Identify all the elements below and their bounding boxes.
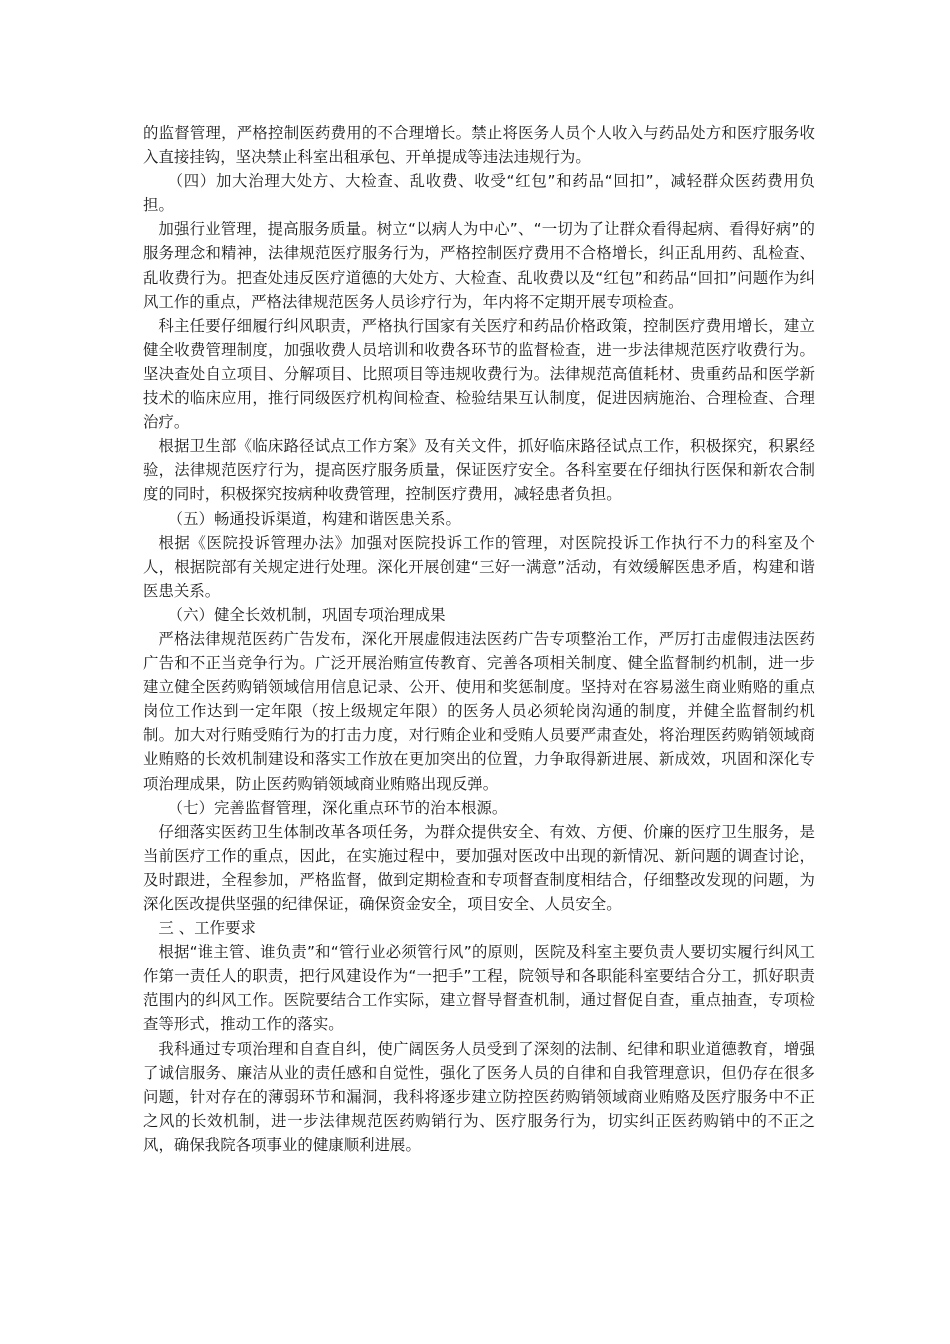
paragraph-department-director: 科主任要仔细履行纠风职责，严格执行国家有关医疗和药品价格政策，控制医疗费用增长，建立健全收费管理制度，加强收费人员培训和收费各环节的监督检查，进一步法律规范医疗收费行为。坚决查处自立项目、分解项目、比照项目等违规收费行为。法律规范高值耗材、贵重药品和医学新技术的临床应用，推行同级医疗机构间检查、检验结果互认制度，促进因病施治、合理检查、合理治疗。 [143, 316, 815, 432]
section-heading-7: （七）完善监督管理，深化重点环节的治本根源。 [167, 798, 508, 817]
paragraph-continuation: 的监督管理，严格控制医药费用的不合理增长。禁止将医务人员个人收入与药品处方和医疗服务收入直接挂钩，坚决禁止科室出租承包、开单提成等违法违规行为。 [143, 124, 815, 167]
section-heading-work-requirements: 三 、工作要求 [158, 919, 256, 938]
section-heading-4: （四）加大治理大处方、大检查、乱收费、收受“红包”和药品“回扣”，减轻群众医药费用负担。 [143, 172, 815, 215]
paragraph-conclusion: 我科通过专项治理和自查自纠，使广阔医务人员受到了深刻的法制、纪律和职业道德教育，增强了诚信服务、廉洁从业的责任感和自觉性，强化了医务人员的自律和自我管理意识，但仍存在很多问题，针对存在的薄弱环节和漏洞，我科将逐步建立防控医药购销领域商业贿赂及医疗服务中不正之风的长效机制，进一步法律规范医药购销行为、医疗服务行为，切实纠正医药购销中的不正之风，确保我院各项事业的健康顺利进展。 [143, 1039, 815, 1154]
section-heading-6: （六）健全长效机制，巩固专项治理成果 [167, 605, 446, 624]
paragraph-clinical-pathway: 根据卫生部《临床路径试点工作方案》及有关文件，抓好临床路径试点工作，积极探究，积累经验，法律规范医疗行为，提高医疗服务质量，保证医疗安全。各科室要在仔细执行医保和新农合制度的同时，积极探究按病种收费管理，控制医疗费用，减轻患者负担。 [143, 437, 815, 504]
paragraph-industry-management: 加强行业管理，提高服务质量。树立“以病人为中心”、“一切为了让群众看得起病、看得好病”的服务理念和精神，法律规范医疗服务行为，严格控制医疗费用不合格增长，纠正乱用药、乱检查、乱收费行为。把查处违反医疗道德的大处方、大检查、乱收费以及“红包”和药品“回扣”问题作为纠风工作的重点，严格法律规范医务人员诊疗行为，年内将不定期开展专项检查。 [143, 220, 815, 311]
section-heading-5: （五）畅通投诉渠道，构建和谐医患关系。 [167, 509, 461, 528]
paragraph-responsibility: 根据“谁主管、谁负责”和“管行业必须管行风”的原则，医院及科室主要负责人要切实履行纠风工作第一责任人的职责，把行风建设作为“一把手”工程，院领导和各职能科室要结合分工，抓好职责范围内的纠风工作。医院要结合工作实际，建立督导督查机制，通过督促自查，重点抽查，专项检查等形式，推动工作的落实。 [143, 943, 815, 1034]
paragraph-complaint-management: 根据《医院投诉管理办法》加强对医院投诉工作的管理，对医院投诉工作执行不力的科室及个人，根据院部有关规定进行处理。深化开展创建“三好一满意”活动，有效缓解医患矛盾，构建和谐医患关系。 [143, 533, 815, 600]
paragraph-advertising: 严格法律规范医药广告发布，深化开展虚假违法医药广告专项整治工作，严厉打击虚假违法医药广告和不正当竞争行为。广泛开展治贿宣传教育、完善各项相关制度、健全监督制约机制，进一步建立健全医药购销领域信用信息记录、公开、使用和奖惩制度。坚持对在容易滋生商业贿赂的重点岗位工作达到一定年限（按上级规定年限）的医务人员必须轮岗沟通的制度，并健全监督制约机制。加大对行贿受贿行为的打击力度，对行贿企业和受贿人员要严肃查处，将治理医药购销领域商业贿赂的长效机制建设和落实工作放在更加突出的位置，力争取得新进展、新成效，巩固和深化专项治理成果，防止医药购销领域商业贿赂出现反弹。 [143, 629, 815, 793]
paragraph-healthcare-reform: 仔细落实医药卫生体制改革各项任务，为群众提供安全、有效、方便、价廉的医疗卫生服务，是当前医疗工作的重点，因此，在实施过程中，要加强对医改中出现的新情况、新问题的调查讨论，及时跟进，全程参加，严格监督，做到定期检查和专项督查制度相结合，仔细整改发现的问题，为深化医改提供坚强的纪律保证，确保资金安全，项目安全、人员安全。 [143, 822, 815, 913]
document-page [143, 121, 815, 1157]
